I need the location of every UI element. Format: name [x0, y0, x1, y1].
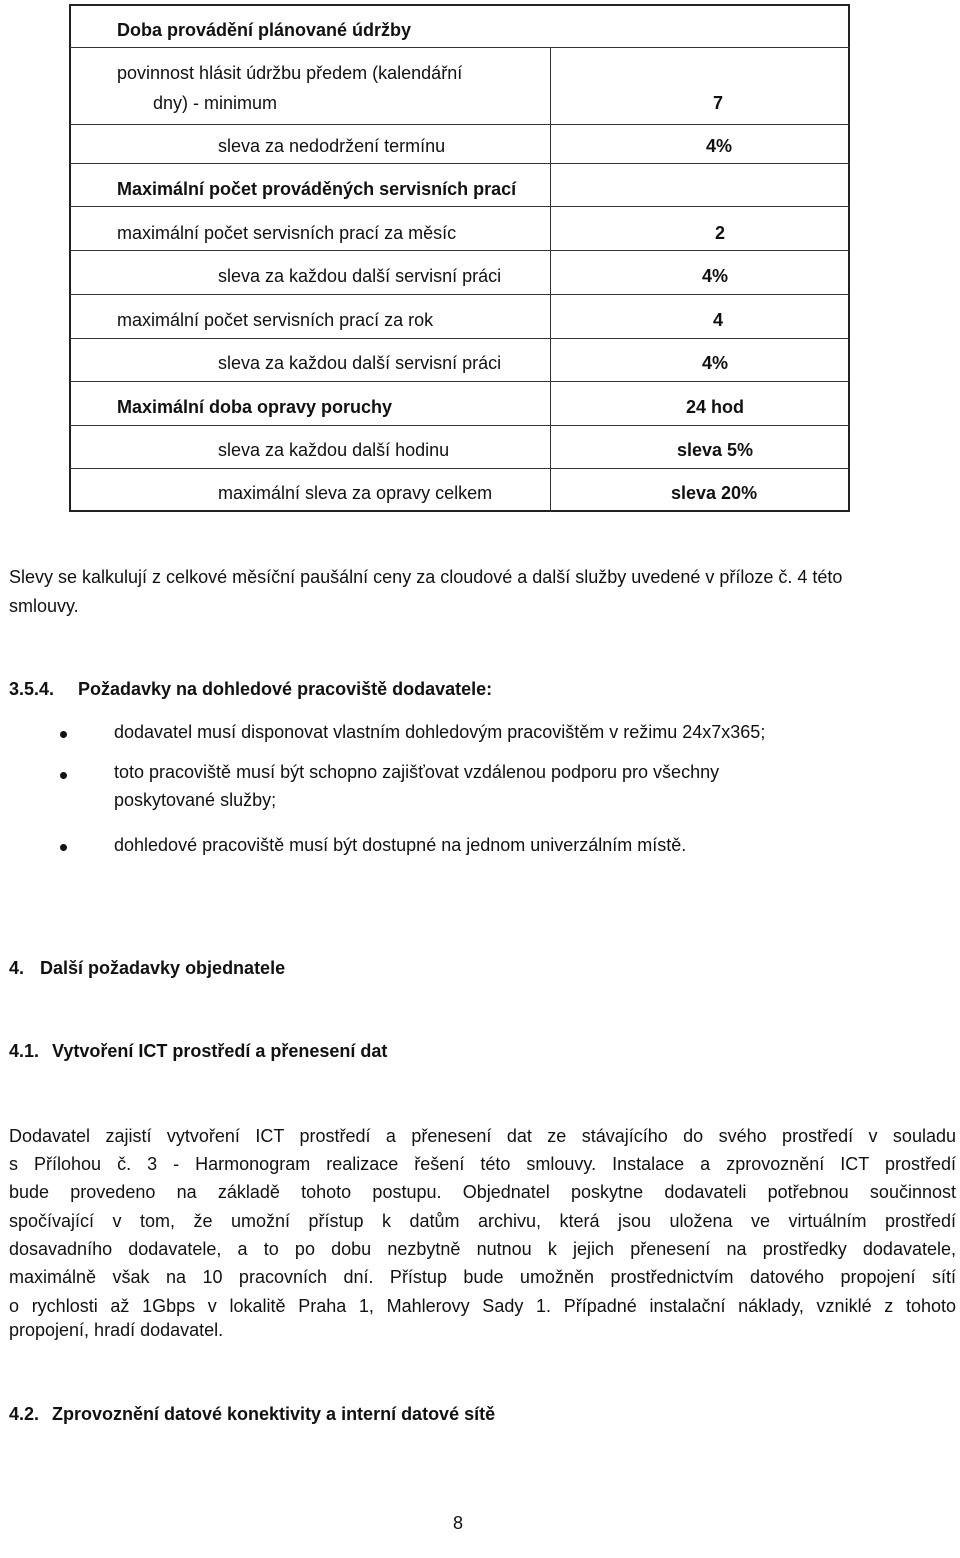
table-row-divider — [70, 338, 850, 339]
paragraph-line: Dodavatel zajistí vytvoření ICT prostředí a přenesení dat ze stávajícího do svého prostředí v souladu — [9, 1126, 956, 1146]
section-title: Zprovoznění datové konektivity a interní datové sítě — [52, 1404, 496, 1424]
paragraph-line: maximálně však na 10 pracovních dní. Přístup bude umožněn prostřednictvím datového propojení sítí — [9, 1267, 956, 1287]
table-row-label: dny) - minimum — [153, 93, 278, 113]
table-row-divider — [70, 163, 850, 164]
table-column-divider — [550, 47, 551, 512]
table-row-label: sleva za každou další servisní práci — [218, 266, 502, 286]
section-number: 4.1. — [9, 1041, 40, 1061]
table-row-divider — [70, 468, 850, 469]
bullet-item: toto pracoviště musí být schopno zajišťovat vzdálenou podporu pro všechny — [114, 762, 720, 782]
paragraph-line: s Přílohou č. 3 - Harmonogram realizace řešení této smlouvy. Instalace a zprovoznění ICT prostředí — [9, 1154, 956, 1174]
table-row-value: 7 — [713, 93, 724, 113]
table-row-divider — [70, 250, 850, 251]
table-row-value: 4% — [702, 353, 729, 373]
table-row-heading: Doba provádění plánované údržby — [117, 20, 412, 40]
paragraph-line: propojení, hradí dodavatel. — [9, 1320, 224, 1340]
table-row-heading: Maximální doba opravy poruchy — [117, 397, 393, 417]
table-row-value: sleva 5% — [677, 440, 754, 460]
table-row-divider — [70, 294, 850, 295]
table-row-heading: Maximální počet prováděných servisních prací — [117, 179, 517, 199]
paragraph-line: dosavadního dodavatele, a to po dobu nezbytně nutnou k jejich přenesení na prostředky dodavatele, — [9, 1239, 956, 1259]
bullet-item: poskytované služby; — [114, 790, 277, 810]
table-row-divider — [70, 47, 850, 48]
paragraph-line: spočívající v tom, že umožní přístup k datům archivu, která jsou uložena ve virtuálním prostředí — [9, 1211, 956, 1231]
discount-note: Slevy se kalkulují z celkové měsíční paušální ceny za cloudové a další služby uvedené v příloze č. 4 této — [9, 567, 843, 587]
table-row-value: 2 — [715, 223, 726, 243]
table-row-divider — [70, 425, 850, 426]
section-title: Další požadavky objednatele — [40, 958, 286, 978]
section-number: 4.2. — [9, 1404, 40, 1424]
table-row-label: povinnost hlásit údržbu předem (kalendářní — [117, 63, 463, 83]
section-title: Vytvoření ICT prostředí a přenesení dat — [52, 1041, 388, 1061]
table-row-label: maximální sleva za opravy celkem — [218, 483, 493, 503]
table-row-label: maximální počet servisních prací za měsíc — [117, 223, 457, 243]
paragraph-line: bude provedeno na základě tohoto postupu. Objednatel poskytne dodavateli potřebnou součinnost — [9, 1182, 956, 1202]
bullet-icon — [60, 844, 67, 851]
bullet-item: dodavatel musí disponovat vlastním dohledovým pracovištěm v režimu 24x7x365; — [114, 722, 766, 742]
table-row-value: 4 — [713, 310, 724, 330]
bullet-icon — [60, 731, 67, 738]
section-number: 3.5.4. — [9, 679, 55, 699]
table-row-value: 24 hod — [686, 397, 745, 417]
table-row-label: maximální počet servisních prací za rok — [117, 310, 434, 330]
table-row-divider — [70, 206, 850, 207]
page-number: 8 — [453, 1513, 464, 1533]
table-row-value: sleva 20% — [671, 483, 758, 503]
section-title: Požadavky na dohledové pracoviště dodavatele: — [78, 679, 493, 699]
paragraph-line: o rychlosti až 1Gbps v lokalitě Praha 1, Mahlerovy Sady 1. Případné instalační náklady, vzniklé z tohoto — [9, 1296, 956, 1316]
table-row-label: sleva za každou další servisní práci — [218, 353, 502, 373]
table-row-divider — [70, 124, 850, 125]
table-row-divider — [70, 381, 850, 382]
section-number: 4. — [9, 958, 25, 978]
discount-note: smlouvy. — [9, 596, 79, 616]
table-row-label: sleva za každou další hodinu — [218, 440, 450, 460]
table-row-value: 4% — [702, 266, 729, 286]
table-row-value: 4% — [706, 136, 733, 156]
bullet-icon — [60, 772, 67, 779]
bullet-item: dohledové pracoviště musí být dostupné na jednom univerzálním místě. — [114, 835, 687, 855]
table-row-label: sleva za nedodržení termínu — [218, 136, 446, 156]
